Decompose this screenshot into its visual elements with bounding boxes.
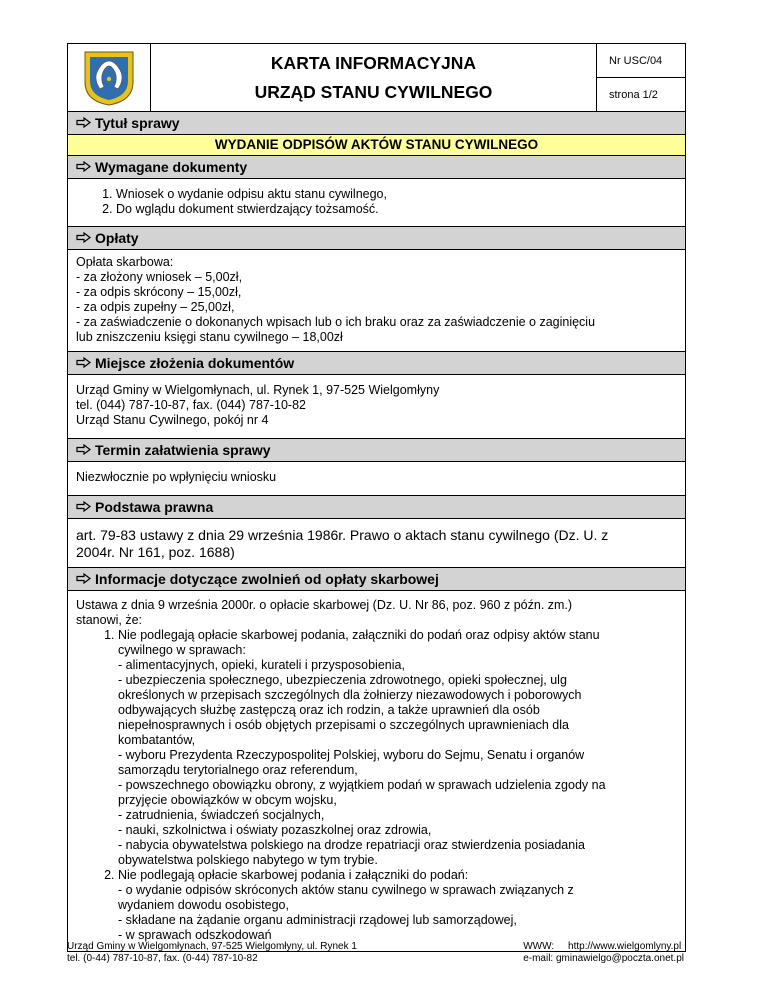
case-title-value: WYDANIE ODPISÓW AKTÓW STANU CYWILNEGO bbox=[68, 135, 685, 156]
card-title bbox=[151, 44, 597, 111]
place-line: tel. (044) 787-10-87, fax. (044) 787-10-82 bbox=[76, 398, 306, 412]
section-heading-documents: Wymagane dokumenty bbox=[68, 156, 685, 179]
list-item: 2. Do wglądu dokument stwierdzający tożsamość. bbox=[116, 202, 677, 217]
card-title-line1: KARTA INFORMACYJNA bbox=[270, 52, 477, 73]
section-heading-legal: Podstawa prawna bbox=[68, 496, 685, 519]
right-arrow-icon bbox=[76, 352, 92, 374]
place-line: Urząd Gminy w Wielgomłynach, ul. Rynek 1, 97-525 Wielgomłyny bbox=[76, 383, 440, 397]
right-arrow-icon bbox=[76, 227, 92, 249]
documents-body bbox=[68, 179, 685, 227]
right-arrow-icon bbox=[76, 439, 92, 461]
meta-cell bbox=[597, 44, 685, 111]
fees-line: - za złożony wniosek – 5,00zł, bbox=[76, 270, 243, 284]
section-heading-exemptions: Informacje dotyczące zwolnień od opłaty skarbowej bbox=[68, 568, 685, 591]
exemptions-body bbox=[68, 591, 685, 951]
fees-line: - za zaświadczenie o dokonanych wpisach lub o ich braku oraz za zaświadczenie o zaginięciu bbox=[76, 315, 596, 329]
exemptions-list bbox=[76, 628, 677, 943]
page-number: strona 1/2 bbox=[609, 88, 658, 101]
footer-address-line2: tel. (0-44) 787-10-87, fax. (0-44) 787-10-82 bbox=[67, 953, 258, 964]
footer-website: WWW: http://www.wielgomlyny.pl bbox=[523, 941, 682, 952]
place-body bbox=[68, 375, 685, 439]
fees-line: Opłata skarbowa: bbox=[76, 255, 174, 269]
deadline-body bbox=[68, 462, 685, 496]
right-arrow-icon bbox=[76, 112, 92, 134]
card-title-line2: URZĄD STANU CYWILNEGO bbox=[254, 81, 493, 102]
footer-address-line1: Urząd Gminy w Wielgomłynach, 97-525 Wielgomłyny, ul. Rynek 1 bbox=[67, 941, 357, 952]
legal-body bbox=[68, 519, 685, 568]
documents-list bbox=[76, 187, 677, 217]
coat-of-arms-icon bbox=[82, 49, 136, 107]
fees-body bbox=[68, 250, 685, 352]
fees-line: - za odpis skrócony – 15,00zł, bbox=[76, 285, 242, 299]
section-heading-place: Miejsce złożenia dokumentów bbox=[68, 352, 685, 375]
right-arrow-icon bbox=[76, 496, 92, 518]
deadline-value: Niezwłocznie po wpłynięciu wniosku bbox=[76, 470, 277, 484]
footer-address bbox=[67, 941, 357, 965]
section-heading-deadline: Termin załatwienia sprawy bbox=[68, 439, 685, 462]
section-heading-case-title: Tytuł sprawy bbox=[68, 112, 685, 135]
footer-contact bbox=[523, 941, 684, 965]
logo-cell bbox=[68, 44, 151, 111]
section-heading-fees: Opłaty bbox=[68, 227, 685, 250]
legal-line: art. 79-83 ustawy z dnia 29 września 1986r. Prawo o aktach stanu cywilnego (Dz. U. z bbox=[76, 527, 609, 543]
exemptions-intro: stanowi, że: bbox=[76, 613, 143, 627]
information-card bbox=[67, 43, 686, 952]
list-item: 1. Nie podlegają opłacie skarbowej podania, załączniki do podań oraz odpisy aktów stanu cywilnego w sprawach: - alimentacyjnych, opieki, kurateli i przysposobienia, - ubezpieczenia społecznego, ubezpieczenia zdrowotnego, opieki społecznej, ulg określonych w przepisach szczególnych dla żołnierzy niezawodowych i poborowych odbywających służbę zastępczą oraz ich rodzin, a także uprawnień dla osób niepełnosprawnych i osób objętych przepisami o szczególnych uprawnieniach dla kombatantów, - wyboru Prezydenta Rzeczypospolitej Polskiej, wyboru do Sejmu, Senatu i organów samorządu terytorialnego oraz referendum, - powszechnego obowiązku obrony, z wyjątkiem podań w sprawach udzielenia zgody na przyjęcie obowiązków w obcym wojsku, - zatrudnienia, świadczeń socjalnych, - nauki, szkolnictwa i oświaty pozaszkolnej oraz zdrowia, - nabycia obywatelstwa polskiego na drodze repatriacji oraz stwierdzenia posiadania obywatelstwa polskiego nabytego w tym trybie. bbox=[118, 628, 677, 868]
card-header bbox=[68, 44, 685, 112]
right-arrow-icon bbox=[76, 156, 92, 178]
list-item: 2. Nie podlegają opłacie skarbowej podania i załączniki do podań: - o wydanie odpisów skróconych aktów stanu cywilnego w sprawach związanych z wydaniem dowodu osobistego, - składane na żądanie organu administracji rządowej lub samorządowej, - w sprawach odszkodowań bbox=[118, 868, 677, 943]
legal-line: 2004r. Nr 161, poz. 1688) bbox=[76, 544, 235, 560]
right-arrow-icon bbox=[76, 568, 92, 590]
document-number: Nr USC/04 bbox=[597, 44, 685, 78]
footer-email: e-mail: gminawielgo@poczta.onet.pl bbox=[523, 953, 684, 964]
list-item: 1. Wniosek o wydanie odpisu aktu stanu cywilnego, bbox=[116, 187, 677, 202]
fees-line: lub zniszczeniu księgi stanu cywilnego – 18,00zł bbox=[76, 330, 343, 344]
exemptions-intro: Ustawa z dnia 9 września 2000r. o opłacie skarbowej (Dz. U. Nr 86, poz. 960 z późn. zm.) bbox=[76, 598, 573, 612]
place-line: Urząd Stanu Cywilnego, pokój nr 4 bbox=[76, 413, 269, 427]
fees-line: - za odpis zupełny – 25,00zł, bbox=[76, 300, 235, 314]
